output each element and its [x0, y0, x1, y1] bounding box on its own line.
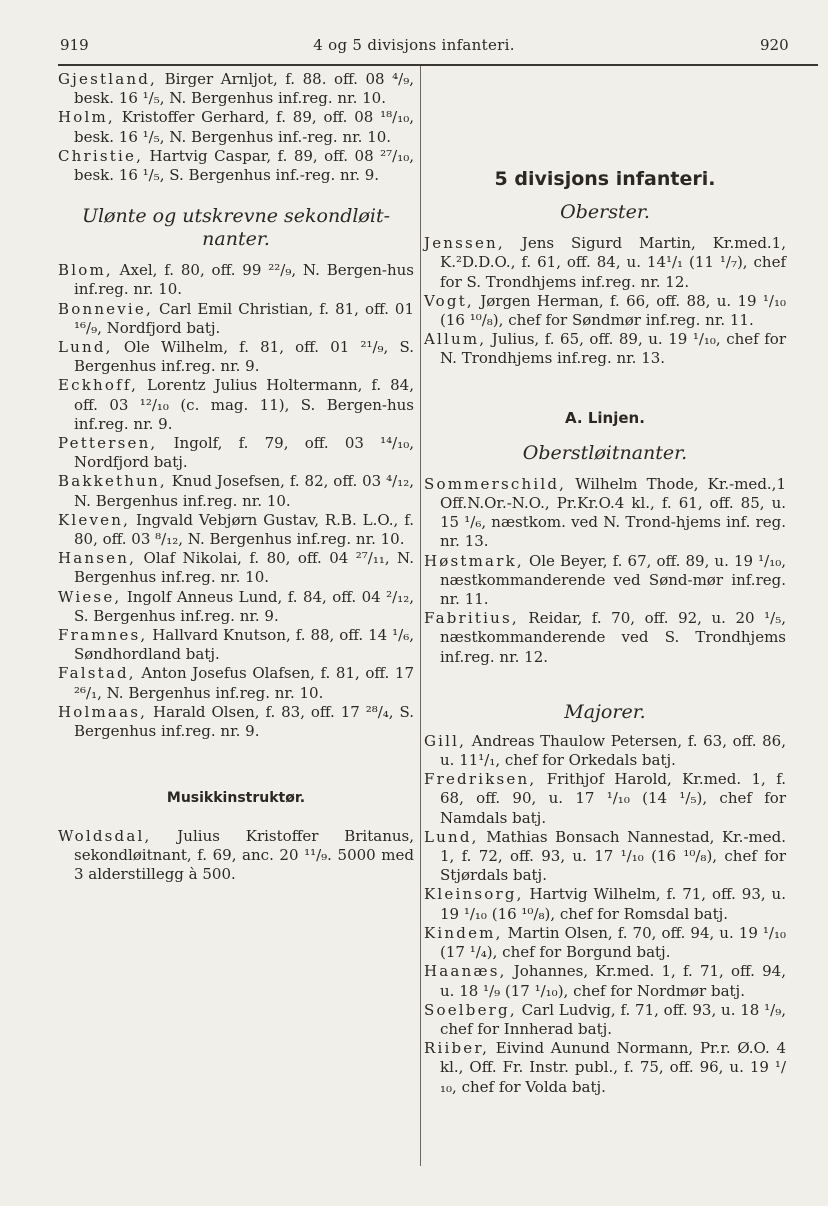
list-item: Fabritius, Reidar, f. 70, off. 92, u. 20 ¹/₅, næstkommanderende ved S. Trondhjems inf.reg. nr. 12.	[424, 609, 786, 666]
list-item: Gill, Andreas Thaulow Petersen, f. 63, off. 86, u. 11¹/₁, chef for Orkedals batj.	[424, 731, 786, 770]
list-item: Jenssen, Jens Sigurd Martin, Kr.med.1, K.²D.D.O., f. 61, off. 84, u. 14¹/₁ (11 ¹/₇), chef for S. Trondhjems inf.reg. nr. 12.	[424, 234, 786, 291]
list-item: Wiese, Ingolf Anneus Lund, f. 84, off. 04 ²/₁₂, S. Bergenhus inf.reg. nr. 9.	[58, 587, 414, 625]
list-item: Christie, Hartvig Caspar, f. 89, off. 08 ²⁷/₁₀, besk. 16 ¹/₅, S. Bergenhus inf.-reg. nr. 9.	[58, 146, 414, 185]
section-title-oberster: Oberster.	[560, 201, 650, 224]
list-item: Kindem, Martin Olsen, f. 70, off. 94, u. 19 ¹/₁₀ (17 ¹/₄), chef for Borgund batj.	[424, 923, 786, 962]
division-title: 5 divisjons infanteri.	[494, 168, 716, 190]
list-item: Falstad, Anton Josefus Olafsen, f. 81, off. 17 ²⁶/₁, N. Bergenhus inf.reg. nr. 10.	[58, 664, 414, 702]
column-divider	[420, 66, 421, 1166]
list-item: Hansen, Olaf Nikolai, f. 80, off. 04 ²⁷/₁₁, N. Bergenhus inf.reg. nr. 10.	[58, 549, 414, 587]
list-item: Allum, Julius, f. 65, off. 89, u. 19 ¹/₁₀, chef for N. Trondhjems inf.reg. nr. 13.	[424, 330, 786, 368]
list-item: Gjestland, Birger Arnljot, f. 88. off. 08 ⁴/₉, besk. 16 ¹/₅, N. Bergenhus inf.reg. nr. 10.	[58, 70, 414, 108]
list-item: Fredriksen, Frithjof Harold, Kr.med. 1, f. 68, off. 90, u. 17 ¹/₁₀ (14 ¹/₅), chef for Namdals batj.	[424, 770, 786, 827]
left-column	[58, 70, 414, 884]
list-item: Lund, Ole Wilhelm, f. 81, off. 01 ²¹/₉, S. Bergenhus inf.reg. nr. 9.	[58, 338, 414, 376]
page-number-left: 919	[60, 36, 89, 54]
list-item: Bonnevie, Carl Emil Christian, f. 81, off. 01 ¹⁶/₉, Nordfjord batj.	[58, 299, 414, 337]
list-item: Holm, Kristoffer Gerhard, f. 89, off. 08 ¹⁸/₁₀, besk. 16 ¹/₅, N. Bergenhus inf.-reg. nr. 10.	[58, 108, 414, 146]
list-item: Vogt, Jørgen Herman, f. 66, off. 88, u. 19 ¹/₁₀ (16 ¹⁰/₈), chef for Søndmør inf.reg. nr. 11.	[424, 291, 786, 330]
list-item: Woldsdal, Julius Kristoffer Britanus, sekondløitnant, f. 69, anc. 20 ¹¹/₉. 5000 med 3 alderstillegg à 500.	[58, 826, 414, 883]
list-item: Pettersen, Ingolf, f. 79, off. 03 ¹⁴/₁₀, Nordfjord batj.	[58, 434, 414, 472]
running-title: 4 og 5 divisjons infanteri.	[313, 36, 515, 54]
list-item: Kleven, Ingvald Vebjørn Gustav, R.B. L.O., f. 80, off. 03 ⁸/₁₂, N. Bergenhus inf.reg. nr. 10.	[58, 510, 414, 549]
list-item: Blom, Axel, f. 80, off. 99 ²²/₉, N. Bergen-hus inf.reg. nr. 10.	[58, 261, 414, 299]
list-item: Holmaas, Harald Olsen, f. 83, off. 17 ²⁸/₄, S. Bergenhus inf.reg. nr. 9.	[58, 702, 414, 741]
section-title-majorer: Majorer.	[564, 700, 646, 723]
list-item: Framnes, Hallvard Knutson, f. 88, off. 14 ¹/₆, Søndhordland batj.	[58, 626, 414, 664]
list-item: Kleinsorg, Hartvig Wilhelm, f. 71, off. 93, u. 19 ¹/₁₀ (16 ¹⁰/₈), chef for Romsdal batj.	[424, 885, 786, 923]
list-item: Riiber, Eivind Aunund Normann, Pr.r. Ø.O. 4 kl., Off. Fr. Instr. publ., f. 75, off. 96, u. 19 ¹/₁₀, chef for Volda batj.	[424, 1039, 786, 1096]
list-item: Soelberg, Carl Ludvig, f. 71, off. 93, u. 18 ¹/₉, chef for Innherad batj.	[424, 1000, 786, 1038]
list-item: Sommerschild, Wilhelm Thode, Kr.-med.,1 Off.N.Or.-N.O., Pr.Kr.O.4 kl., f. 61, off. 85, u. 15 ¹/₆, næstkom. ved N. Trond-hjems inf. reg. nr. 13.	[424, 474, 786, 551]
right-column	[424, 70, 786, 1097]
section-title-musikkinstruktor: Musikkinstruktør.	[166, 790, 306, 807]
page-number-right: 920	[760, 36, 789, 54]
list-item: Haanæs, Johannes, Kr.med. 1, f. 71, off. 94, u. 18 ¹/₉ (17 ¹/₁₀), chef for Nordmør batj.	[424, 962, 786, 1000]
section-title-sekondloitnanter: Ulønte og utskrevne sekondløit-nanter.	[81, 205, 391, 251]
list-item: Bakkethun, Knud Josefsen, f. 82, off. 03 ⁴/₁₂, N. Bergenhus inf.reg. nr. 10.	[58, 472, 414, 510]
section-title-linjen: A. Linjen.	[565, 408, 645, 427]
section-title-oberstloitnanter: Oberstløitnanter.	[522, 441, 688, 464]
header-rule	[58, 64, 818, 66]
list-item: Lund, Mathias Bonsach Nannestad, Kr.-med. 1, f. 72, off. 93, u. 17 ¹/₁₀ (16 ¹⁰/₈), chef for Stjørdals batj.	[424, 827, 786, 885]
page-header	[0, 36, 828, 64]
list-item: Eckhoff, Lorentz Julius Holtermann, f. 84, off. 03 ¹²/₁₀ (c. mag. 11), S. Bergen-hus inf.reg. nr. 9.	[58, 376, 414, 433]
list-item: Høstmark, Ole Beyer, f. 67, off. 89, u. 19 ¹/₁₀, næstkommanderende ved Sønd-mør inf.reg. nr. 11.	[424, 551, 786, 609]
